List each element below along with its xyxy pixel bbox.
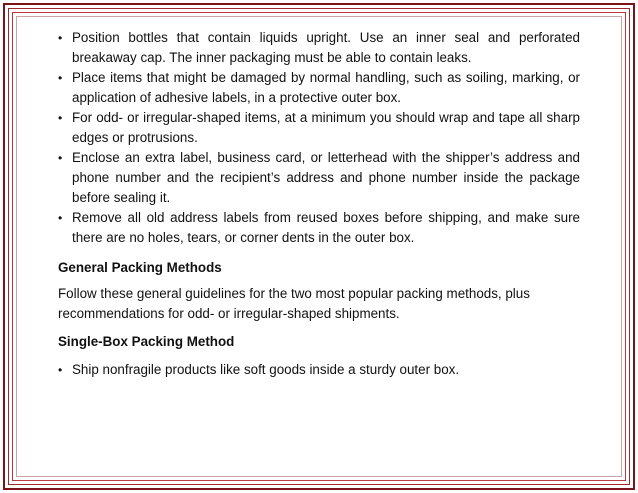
bullet-icon: • (58, 363, 63, 377)
list-item-text: Remove all old address labels from reused boxes before shipping, and make sure there are no holes, tears, or corner dents in the outer box. (72, 210, 580, 245)
general-packing-heading: General Packing Methods (58, 260, 222, 275)
packing-tips-list (58, 28, 580, 248)
list-item-text: For odd- or irregular-shaped items, at a minimum you should wrap and tape all sharp edges or protrusions. (72, 110, 580, 145)
single-box-list (58, 360, 580, 380)
list-item-text: Enclose an extra label, business card, or letterhead with the shipper’s address and phone number and the recipient’s address and phone number inside the package before sealing it. (72, 150, 580, 205)
bullet-icon: • (58, 151, 63, 165)
bullet-icon: • (58, 71, 63, 85)
list-item (58, 208, 580, 248)
bullet-icon: • (58, 211, 63, 225)
general-packing-paragraph: Follow these general guidelines for the two most popular packing methods, plus recommendations for odd- or irregular-shaped shipments. (58, 286, 530, 321)
list-item-text: Position bottles that contain liquids upright. Use an inner seal and perforated breakaway cap. The inner packaging must be able to contain leaks. (72, 30, 580, 65)
bullet-icon: • (58, 31, 63, 45)
list-item (58, 28, 580, 68)
list-item (58, 360, 580, 380)
bullet-icon: • (58, 111, 63, 125)
document-content (58, 28, 580, 380)
list-item (58, 108, 580, 148)
single-box-heading: Single-Box Packing Method (58, 334, 235, 349)
list-item-text: Place items that might be damaged by normal handling, such as soiling, marking, or application of adhesive labels, in a protective outer box. (72, 70, 580, 105)
list-item-text: Ship nonfragile products like soft goods inside a sturdy outer box. (72, 362, 460, 377)
list-item (58, 148, 580, 208)
list-item (58, 68, 580, 108)
